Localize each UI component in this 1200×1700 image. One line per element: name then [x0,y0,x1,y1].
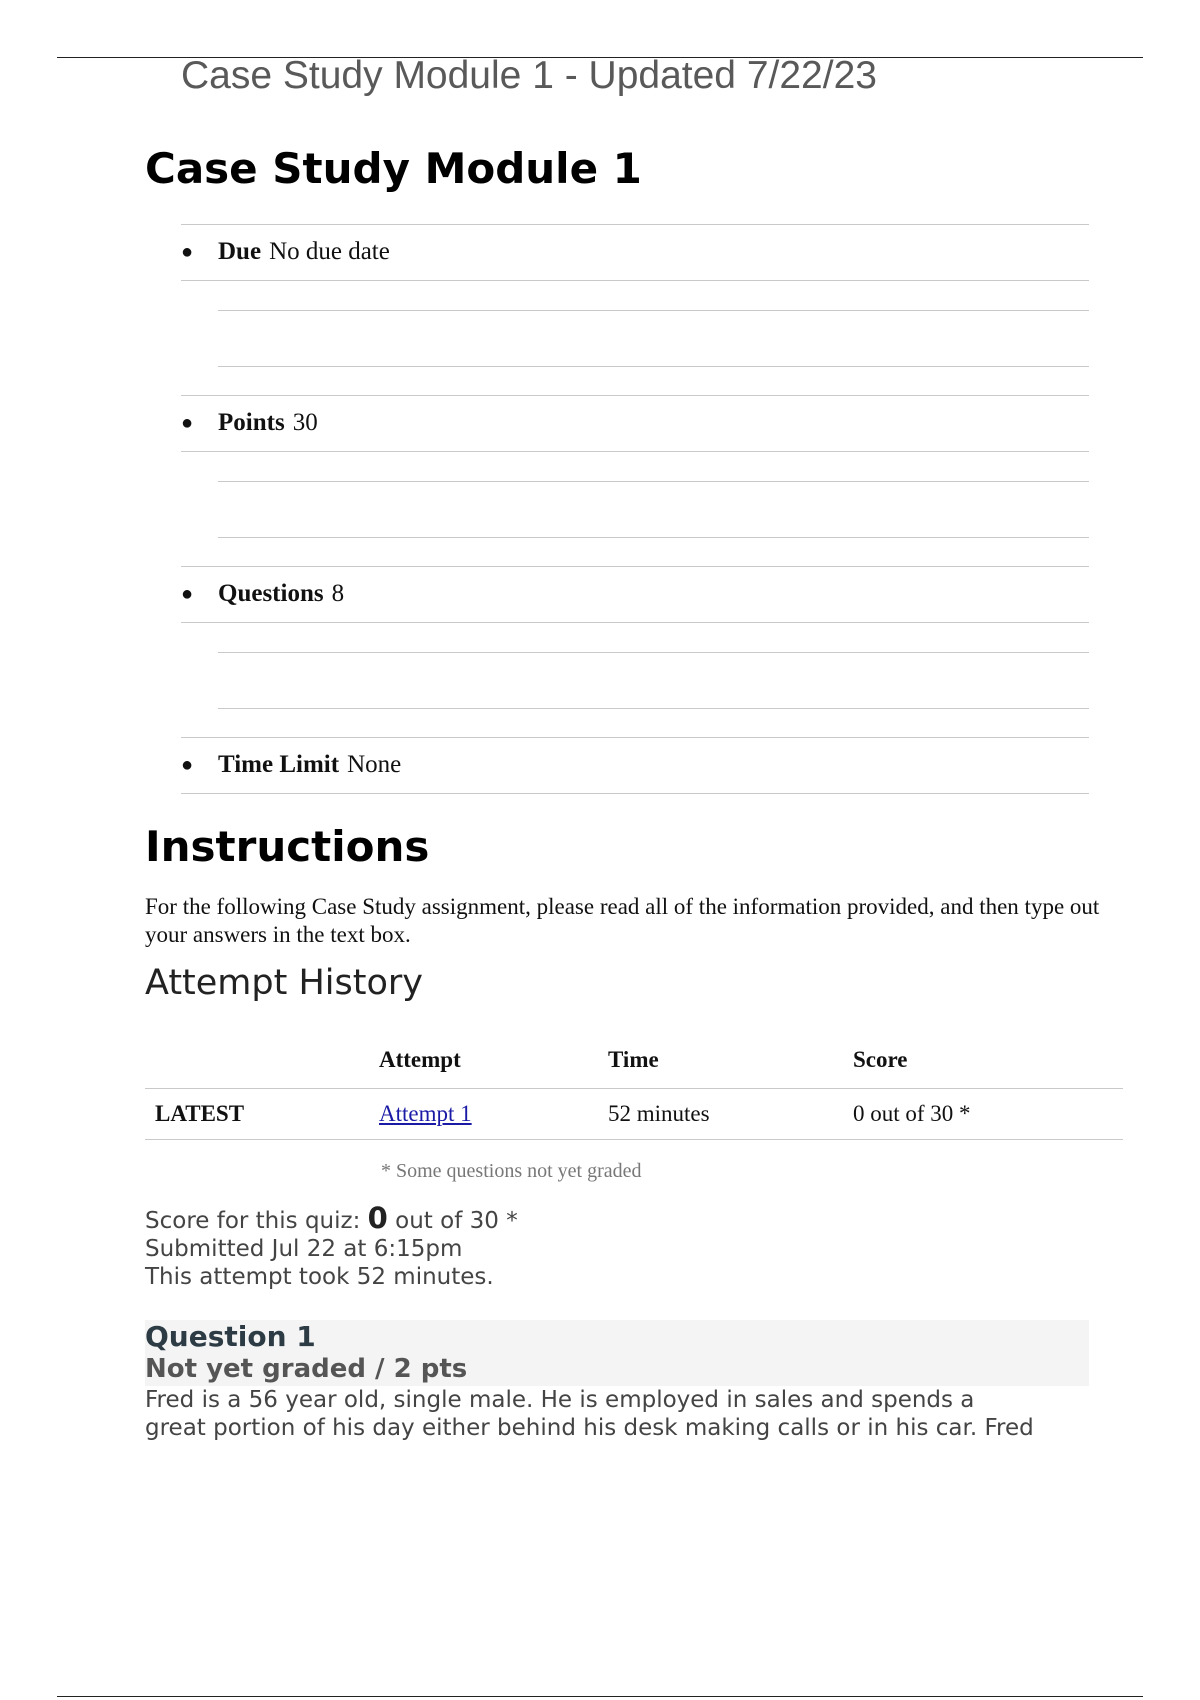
quiz-details [181,224,1089,908]
question-title: Question 1 [145,1320,316,1353]
question-text-line: Fred is a 56 year old, single male. He is employed in sales and spends a [145,1387,975,1413]
detail-row [181,737,401,793]
detail-value: 30 [292,409,318,436]
divider [181,793,1089,794]
divider [218,481,1089,482]
detail-value: 8 [331,580,345,607]
divider [218,310,1089,311]
page-title: Case Study Module 1 [145,144,642,193]
bottom-rule [57,1696,1143,1697]
detail-label: Time Limit [218,751,340,778]
instructions-text: For the following Case Study assignment, please read all of the information provided, and then type out your answers in the text box. [145,894,1100,947]
score-summary [145,1201,518,1291]
divider [218,537,1089,538]
attempt-history-heading: Attempt History [145,963,423,1003]
column-header-score: Score [853,1047,908,1072]
detail-row [181,566,344,622]
divider [218,652,1089,653]
detail-row [181,224,390,280]
column-header-time: Time [608,1047,659,1072]
divider [218,708,1089,709]
duration-line: This attempt took 52 minutes. [145,1264,494,1290]
detail-label: Questions [218,580,324,607]
detail-label: Due [218,238,262,265]
score-suffix: out of 30 * [395,1208,518,1234]
column-header-attempt: Attempt [379,1047,461,1072]
bullet-icon: ● [181,753,194,776]
attempt-link[interactable]: Attempt 1 [379,1101,472,1126]
detail-row [181,395,318,451]
score-prefix: Score for this quiz: [145,1208,361,1234]
instructions-heading: Instructions [145,822,430,871]
divider [218,366,1089,367]
attempt-history-table [145,1032,1123,1140]
score-cell: 0 out of 30 * [853,1101,971,1126]
bullet-icon: ● [181,411,194,434]
table-header-row [145,1032,1123,1089]
detail-label: Points [218,409,285,436]
divider [181,280,1089,281]
divider [181,451,1089,452]
question-header [145,1320,1089,1386]
question-text [145,1386,1105,1442]
divider [181,622,1089,623]
row-label: LATEST [155,1101,245,1126]
attempt-cell [379,1089,472,1139]
question-status: Not yet graded / 2 pts [145,1354,468,1384]
question-text-line: great portion of his day either behind his desk making calls or in his car. Fred [145,1415,1034,1441]
score-value: 0 [367,1201,388,1235]
bullet-icon: ● [181,240,194,263]
score-line [145,1201,518,1235]
detail-value: None [347,751,402,778]
detail-item-points [181,395,1089,566]
grading-footnote: * Some questions not yet graded [381,1160,642,1182]
detail-item-questions [181,566,1089,737]
document-header: Case Study Module 1 - Updated 7/22/23 [181,54,877,97]
submitted-line: Submitted Jul 22 at 6:15pm [145,1236,463,1262]
table-row [145,1089,1123,1140]
detail-value: No due date [269,238,390,265]
detail-item-due [181,224,1089,395]
bullet-icon: ● [181,582,194,605]
time-cell: 52 minutes [608,1101,710,1126]
